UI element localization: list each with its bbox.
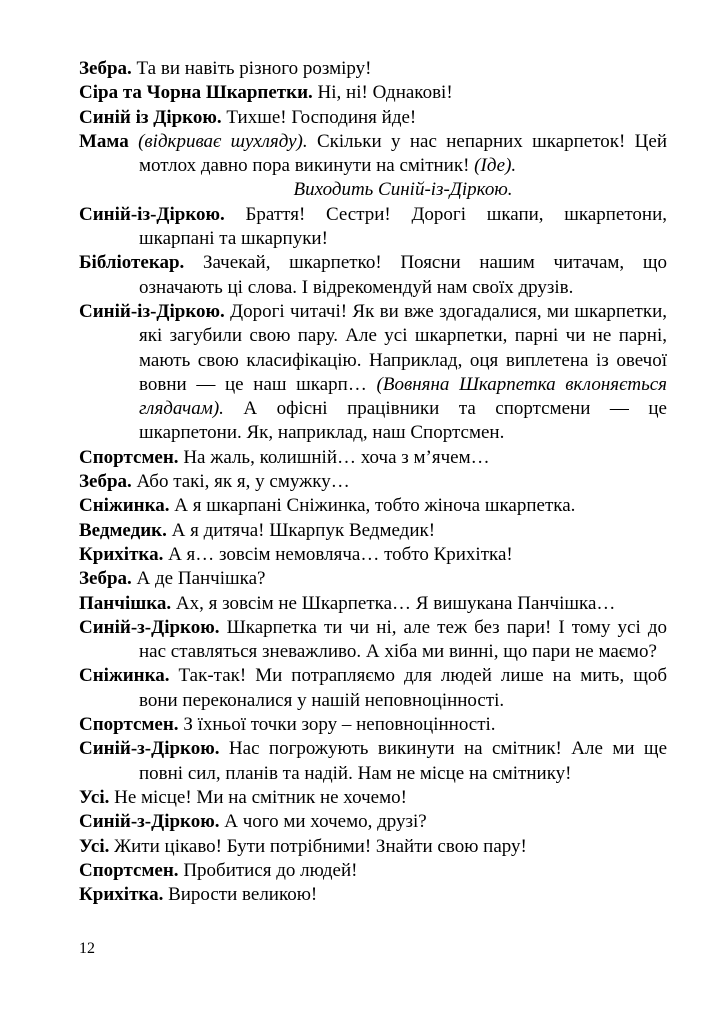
dialogue-line [79,57,667,81]
line-text: А я… зовсім немовляча… тобто Крихітка! [163,543,513,565]
speaker-name: Сніжинка. [79,665,170,687]
speaker-name: Зебра. [79,568,132,590]
speaker-name: Усі. [79,786,110,808]
dialogue-line [79,519,667,543]
line-text: На жаль, колишній… хоча з м’ячем… [178,446,490,468]
line-text: Не місце! Ми на смітник не хочемо! [109,786,407,808]
line-text: Та ви навіть різного розміру! [131,58,372,79]
dialogue-line [79,713,667,737]
line-text: Пробитися до людей! [178,859,358,881]
speaker-name: Панчішка. [79,592,172,614]
line-text: Нас погрожують викинути на смітник! Але ми ще повні сил, планів та надій. Нам не місце на смітнику! [139,738,667,784]
dialogue-line [79,106,667,130]
line-text: Зачекай, шкарпетко! Поясни нашим читачам, що означають ці слова. І відрекомендуй нам своїх друзів. [139,252,667,298]
stage-direction: (Іде). [469,155,517,177]
line-text: Або такі, як я, у смужку… [131,471,350,493]
dialogue-line [79,300,667,446]
line-text: А чого ми хочемо, друзі? [219,811,427,833]
speaker-name: Мама [79,130,129,152]
line-text: Скільки у нас непарних шкарпеток! Цей мотлох давно пора викинути на смітник! [139,130,668,177]
line-text: Так-так! Ми потрапляємо для людей лише на мить, щоб вони переконалися у нашій неповноцінності. [139,665,667,711]
dialogue-line [79,567,667,591]
line-text: Вирости великою! [163,884,318,906]
speaker-name: Сіра та Чорна Шкарпетки. [79,82,313,104]
dialogue-line [79,81,667,105]
dialogue-line [79,203,667,252]
line-text: Дорогі читачі! Як ви вже здогадалися, ми шкарпетки, які загубили свою пару. Але усі шкарпетки, парні чи не парні, мають свою класифікацію. Наприклад, оця виплетена із овечої вовни — це наш шкарп… [139,300,667,395]
page-number: 12 [79,940,95,957]
dialogue-line [79,616,667,665]
speaker-name: Синій-з-Діркою. [79,811,220,833]
speaker-name: Ведмедик. [79,519,167,541]
line-text: А де Панчішка? [131,568,266,590]
dialogue-line [79,810,667,834]
dialogue-line [79,592,667,616]
dialogue-line [79,251,667,300]
line-text: Ах, я зовсім не Шкарпетка… Я вишукана Панчішка… [171,592,616,614]
speaker-name: Зебра. [79,471,132,493]
dialogue-line [79,835,667,859]
line-text: А я дитяча! Шкарпук Ведмедик! [166,519,436,541]
dialogue-line [79,664,667,713]
speaker-name: Синій-із-Діркою. [79,203,225,225]
line-text: Браття! Сестри! Дорогі шкапи, шкарпетони, шкарпані та шкарпуки! [139,203,667,250]
speaker-name: Крихітка. [79,884,164,906]
speaker-name: Синій-з-Діркою. [79,738,220,760]
dialogue-line [79,737,667,786]
stage-direction: (Вовняна Шкарпетка вклоняється глядачам). [139,373,668,420]
speaker-name: Синій-із-Діркою. [79,300,225,322]
speaker-name: Синій із Діркою. [79,106,222,128]
line-text: А я шкарпані Сніжинка, тобто жіноча шкарпетка. [169,495,576,517]
line-text: З їхньої точки зору – неповноцінності. [178,714,496,736]
dialogue-line [79,494,667,518]
dialogue-line [79,859,667,883]
speaker-name: Бібліотекар. [79,252,185,274]
line-text: Тихше! Господиня йде! [221,106,417,128]
page-body [79,57,667,907]
dialogue-line [79,883,667,907]
speaker-name: Спортсмен. [79,446,179,468]
dialogue-line [79,130,667,179]
speaker-name: Сніжинка. [79,495,170,517]
line-text: Жити цікаво! Бути потрібними! Знайти свою пару! [109,835,527,857]
line-text: А офісні працівники та спортсмени — це шкарпетони. Як, наприклад, наш Спортсмен. [139,398,667,444]
speaker-name: Усі. [79,835,110,857]
dialogue-line [79,446,667,470]
line-text: Ні, ні! Однакові! [312,82,453,104]
speaker-name: Синій-з-Діркою. [79,616,220,638]
stage-direction-centered: Виходить Синій-із-Діркою. [293,179,513,201]
speaker-name: Зебра. [79,58,132,79]
speaker-name: Крихітка. [79,543,164,565]
stage-direction: (відкриває шухляду). [128,130,308,152]
speaker-name: Спортсмен. [79,714,179,736]
dialogue-line [79,470,667,494]
line-text: Шкарпетка ти чи ні, але теж без пари! І тому усі до нас ставляться зневажливо. А хіба ми винні, що пари не маємо? [139,616,667,663]
dialogue-line [79,786,667,810]
dialogue-line [79,543,667,567]
speaker-name: Спортсмен. [79,859,179,881]
